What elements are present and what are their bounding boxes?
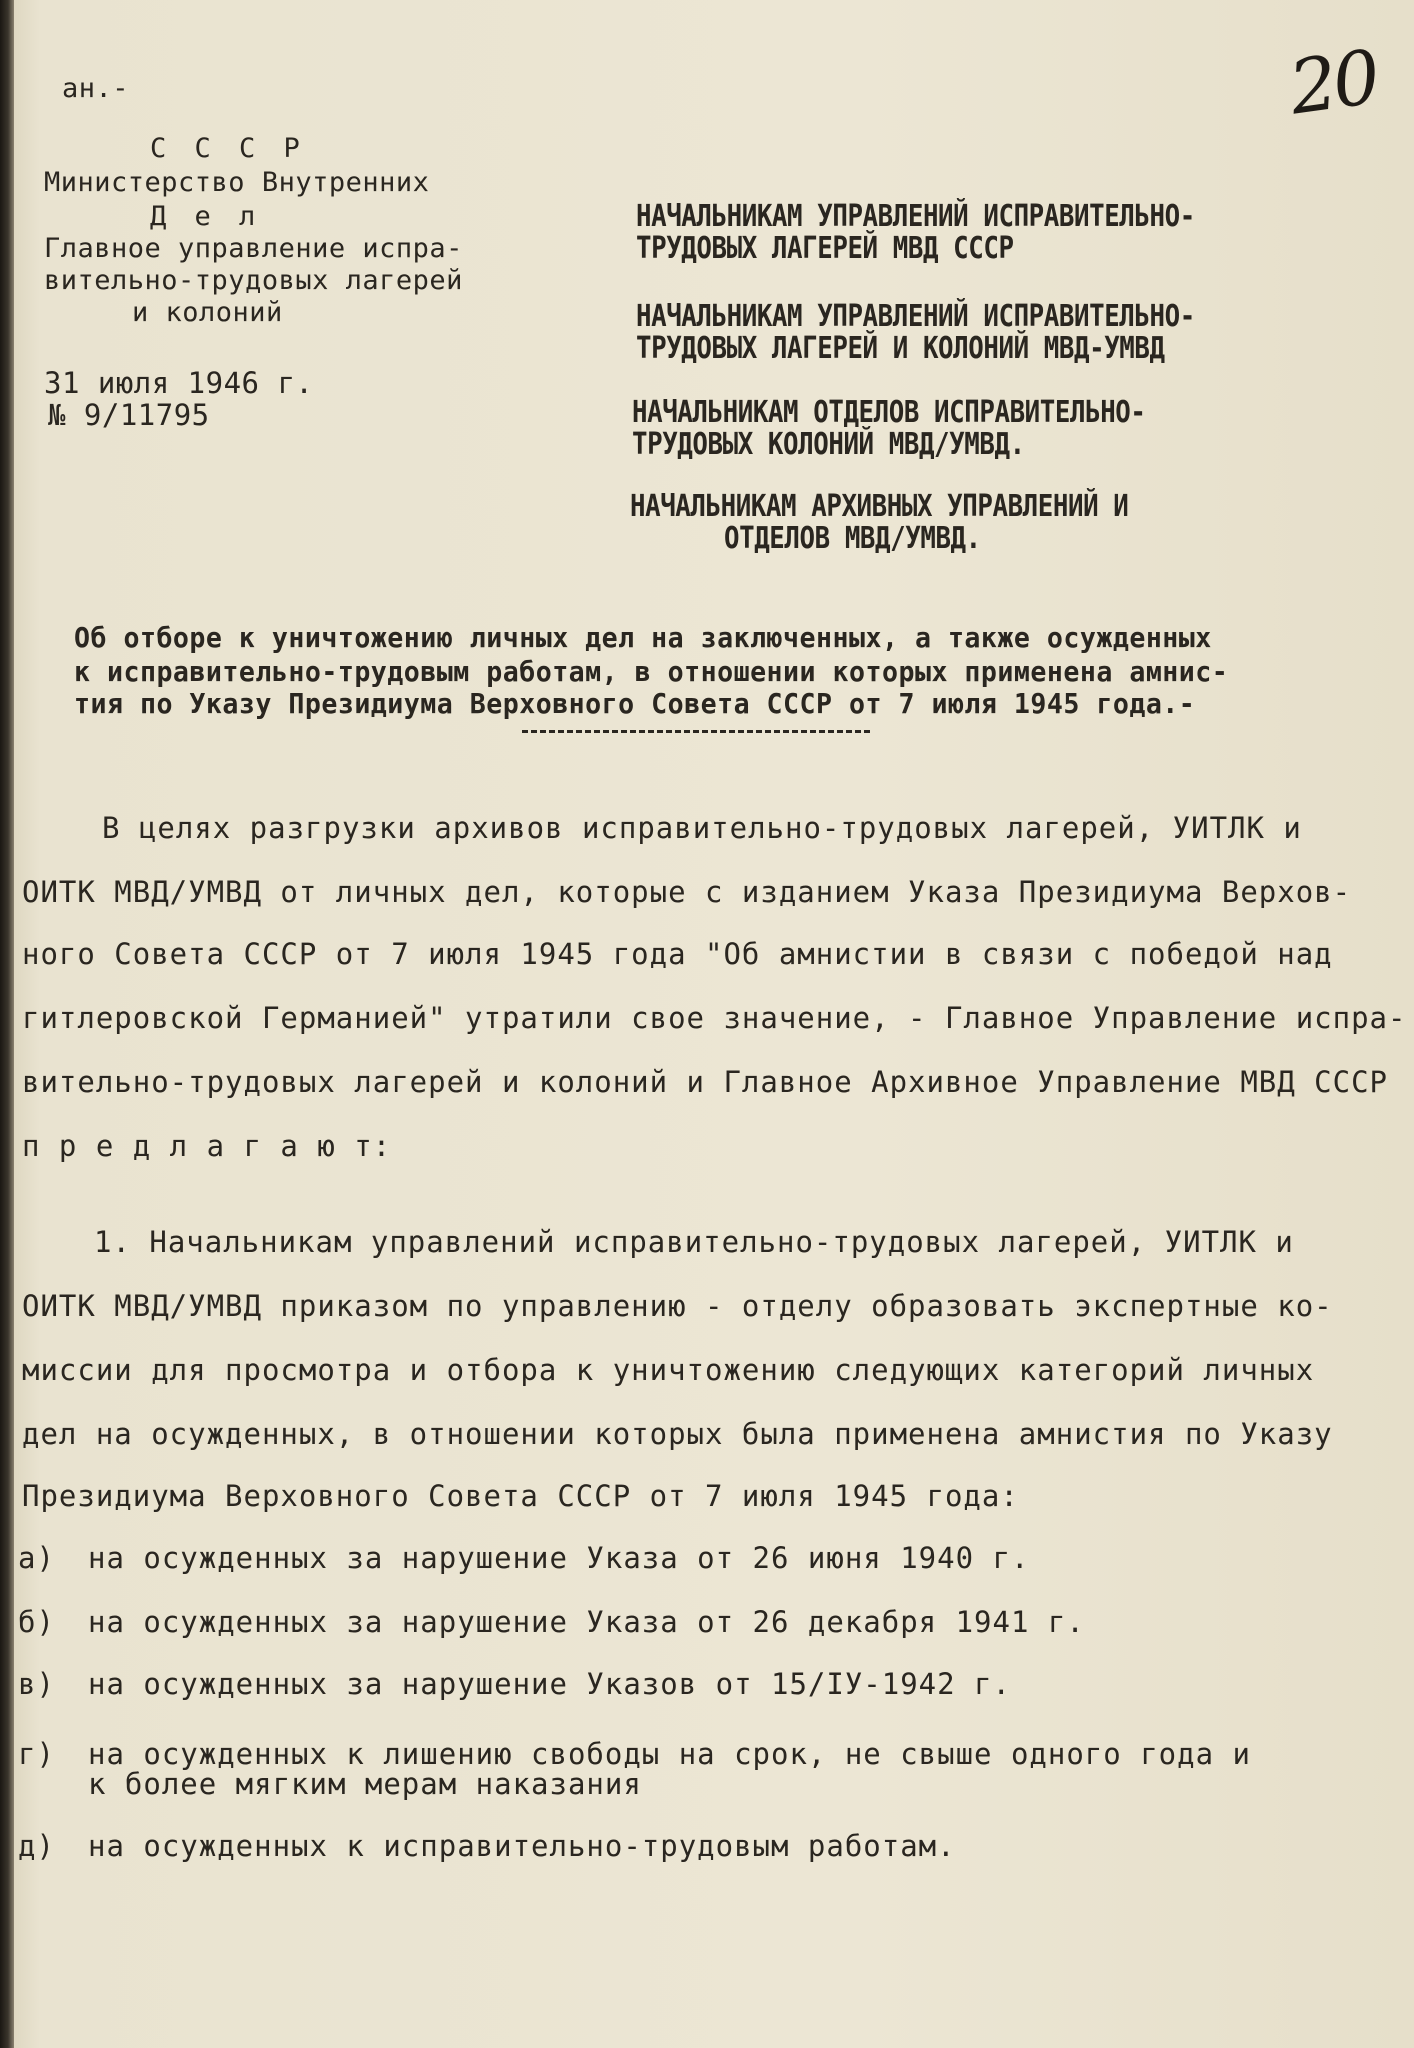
subject-line: тия по Указу Президиума Верховного Совета СССР от 7 июля 1945 года.-: [74, 687, 1196, 720]
subject-line: Об отборе к уничтожению личных дел на заключенных, а также осужденных: [74, 621, 1212, 654]
sender-line: вительно-трудовых лагерей: [44, 265, 463, 296]
sender-line: С С С Р: [150, 133, 306, 164]
list-marker: г): [18, 1737, 55, 1771]
recipient-line: НАЧАЛЬНИКАМ УПРАВЛЕНИЙ ИСПРАВИТЕЛЬНО-: [636, 299, 1195, 334]
document-date: 31 июля 1946 г.: [44, 366, 314, 400]
handwritten-page-number: 20: [1284, 34, 1382, 132]
list-marker: д): [18, 1829, 55, 1863]
body-line: В целях разгрузки архивов исправительно-трудовых лагерей, УИТЛК и: [102, 811, 1302, 845]
list-item: на осужденных к лишению свободы на срок, не свыше одного года и: [88, 1737, 1251, 1771]
point-line: дел на осужденных, в отношении которых была применена амнистия по Указу: [22, 1417, 1333, 1451]
sender-line: Д е л: [150, 201, 262, 232]
recipient-line: НАЧАЛЬНИКАМ АРХИВНЫХ УПРАВЛЕНИЙ И: [630, 489, 1129, 524]
subject-underline: [522, 730, 870, 733]
recipient-line: НАЧАЛЬНИКАМ УПРАВЛЕНИЙ ИСПРАВИТЕЛЬНО-: [636, 199, 1195, 234]
list-item: на осужденных за нарушение Указа от 26 декабря 1941 г.: [88, 1605, 1085, 1639]
recipient-line: ТРУДОВЫХ КОЛОНИЙ МВД/УМВД.: [632, 427, 1025, 462]
list-item: к более мягким мерам наказания: [88, 1767, 642, 1801]
point-line: ОИТК МВД/УМВД приказом по управлению - отделу образовать экспертные ко-: [22, 1289, 1333, 1323]
list-item: на осужденных за нарушение Указов от 15/IУ-1942 г.: [88, 1667, 1011, 1701]
body-line: ОИТК МВД/УМВД от личных дел, которые с изданием Указа Президиума Верхов-: [22, 875, 1352, 909]
recipient-line: НАЧАЛЬНИКАМ ОТДЕЛОВ ИСПРАВИТЕЛЬНО-: [632, 395, 1146, 430]
sender-line: Министерство Внутренних: [44, 167, 430, 198]
recipient-line: ТРУДОВЫХ ЛАГЕРЕЙ И КОЛОНИЙ МВД-УМВД: [636, 331, 1165, 366]
subject-line: к исправительно-трудовым работам, в отношении которых применена амнис-: [74, 655, 1229, 688]
body-line: п р е д л а г а ю т:: [22, 1129, 392, 1163]
sender-line: Главное управление испра-: [44, 233, 463, 264]
list-marker: а): [18, 1541, 55, 1575]
list-marker: б): [18, 1605, 55, 1639]
document-number: № 9/11795: [48, 398, 210, 432]
point-line: 1. Начальникам управлений исправительно-трудовых лагерей, УИТЛК и: [94, 1225, 1294, 1259]
body-line: ного Совета СССР от 7 июля 1945 года "Об амнистии в связи с победой над: [22, 937, 1333, 971]
recipient-line: ОТДЕЛОВ МВД/УМВД.: [724, 521, 981, 556]
list-marker: в): [18, 1667, 55, 1701]
body-line: вительно-трудовых лагерей и колоний и Главное Архивное Управление МВД СССР: [22, 1065, 1389, 1099]
point-line: Президиума Верховного Совета СССР от 7 июля 1945 года:: [22, 1479, 1019, 1513]
page-binding-edge: [0, 0, 14, 2048]
sender-line: и колоний: [132, 297, 283, 328]
list-item: на осужденных к исправительно-трудовым работам.: [88, 1829, 956, 1863]
list-item: на осужденных за нарушение Указа от 26 июня 1940 г.: [88, 1541, 1030, 1575]
recipient-line: ТРУДОВЫХ ЛАГЕРЕЙ МВД СССР: [636, 231, 1014, 266]
point-line: миссии для просмотра и отбора к уничтожению следующих категорий личных: [22, 1353, 1315, 1387]
top-mark: ан.-: [62, 73, 130, 104]
body-line: гитлеровской Германией" утратили свое значение, - Главное Управление испра-: [22, 1001, 1407, 1035]
